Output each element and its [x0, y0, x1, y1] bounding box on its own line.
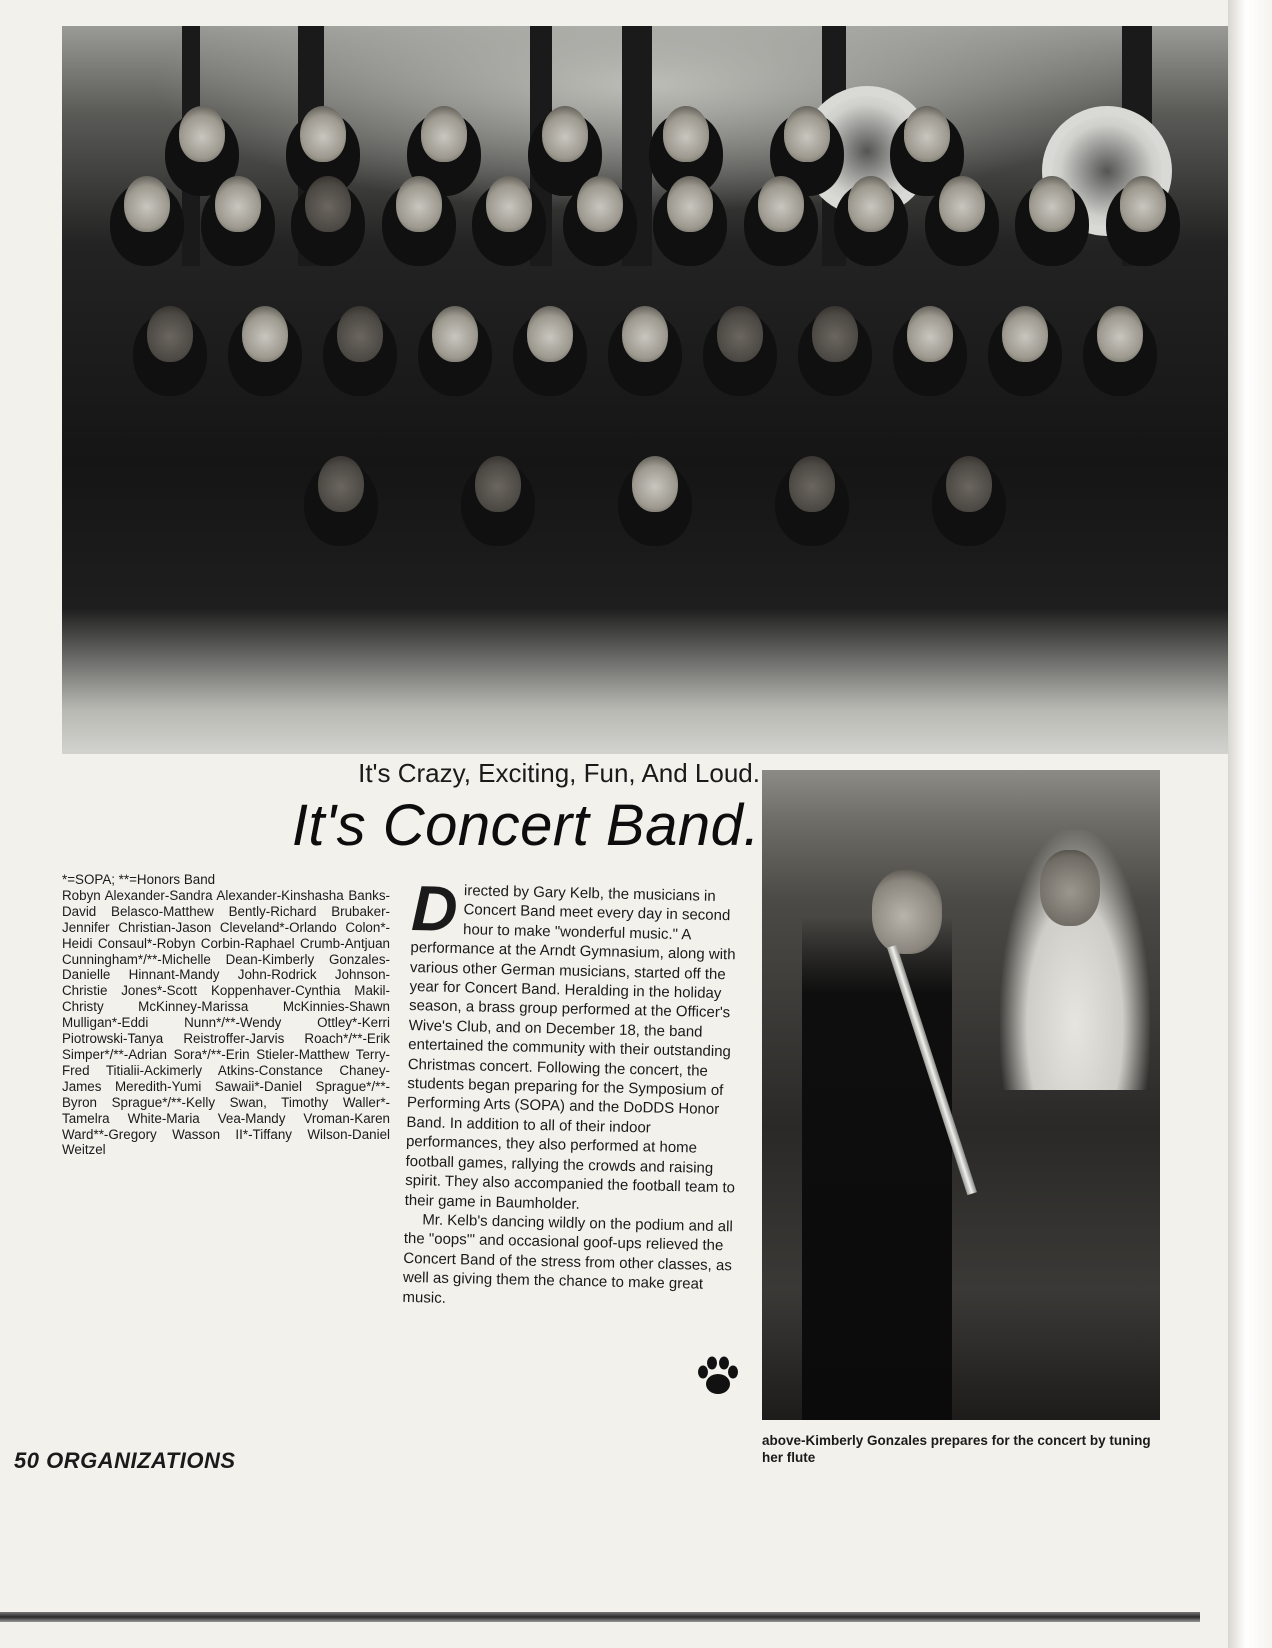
photo-flute-player-face: [872, 870, 942, 954]
bottom-rule: [0, 1612, 1200, 1622]
drop-cap: D: [410, 872, 459, 946]
names-list: Robyn Alexander-Sandra Alexander-Kinshasha Banks-David Belasco-Matthew Bently-Richard Brubaker-Jennifer Christian-Jason Cleveland*-Orlando Colon*-Heidi Consaul*-Robyn Corbin-Raphael Crumb-Antjuan Cunningham*/**-Michelle Dean-Kimberly Gonzales-Danielle Hinnant-Mandy John-Rodrick Johnson-Christie Jones*-Scott Koppenhaver-Cynthia Makil-Christy McKinney-Marissa McKinnies-Shawn Mulligan*-Eddi Nunn*/**-Wendy Ottley*-Kerri Piotrowski-Tanya Reistroffer-Jarvis Roach*/**-Erik Simper*/**-Adrian Sora*/**-Erin Stieler-Matthew Terry-Fred Titialii-Ackimerly Atkins-Constance Chaney-James Meredith-Yumi Sawaii*-Daniel Sprague*/**-Byron Sprague*/**-Kelly Swan, Timothy Waller*-Tamelra White-Maria Vea-Mandy Vroman-Karen Ward**-Gregory Wasson II*-Tiffany Wilson-Daniel Weitzel: [62, 887, 390, 1158]
member-names: [62, 872, 390, 1158]
paw-print-icon: [694, 1352, 742, 1400]
photo-background-face: [1040, 850, 1100, 926]
page-edge: [1228, 0, 1272, 1648]
band-row-front: [62, 456, 1228, 512]
headline: It's Concert Band.: [291, 793, 760, 858]
band-row-middle: [62, 306, 1228, 362]
tagline: It's Crazy, Exciting, Fun, And Loud.: [358, 758, 760, 788]
band-row-back: [62, 106, 1228, 162]
names-legend: *=SOPA; **=Honors Band: [62, 872, 216, 887]
article-body: [402, 872, 742, 1314]
band-row-upper: [62, 176, 1228, 232]
page-footer: 50 ORGANIZATIONS: [14, 1448, 236, 1473]
band-group-photo: [62, 26, 1228, 754]
flute-player-photo: [762, 770, 1160, 1420]
article-paragraph-2: Mr. Kelb's dancing wildly on the podium and all the "oops'" and occasional goof-ups relieved the Concert Band of the stress from other classes, as well as giving them the chance to make great music.: [402, 1211, 733, 1307]
photo-caption: above-Kimberly Gonzales prepares for the concert by tuning her flute: [762, 1433, 1151, 1465]
article-paragraph-1: irected by Gary Kelb, the musicians in Concert Band meet every day in second hour to make "wonderful music." A performance at the Arndt Gymnasium, along with various other German musicians, started off the year for Concert Band. Heralding in the holiday season, a brass group performed at the Officer's Wive's Club, and on December 18, the band entertained the community with their outstanding Christmas concert. Following the concert, the students began preparing for the Symposium of Performing Arts (SOPA) and the DoDDS Honor Band. In addition to all of their indoor performances, they also performed at home football games, rallying the crowds and raising spirit. They also accompanied the football team to their game in Baumholder.: [404, 882, 736, 1213]
